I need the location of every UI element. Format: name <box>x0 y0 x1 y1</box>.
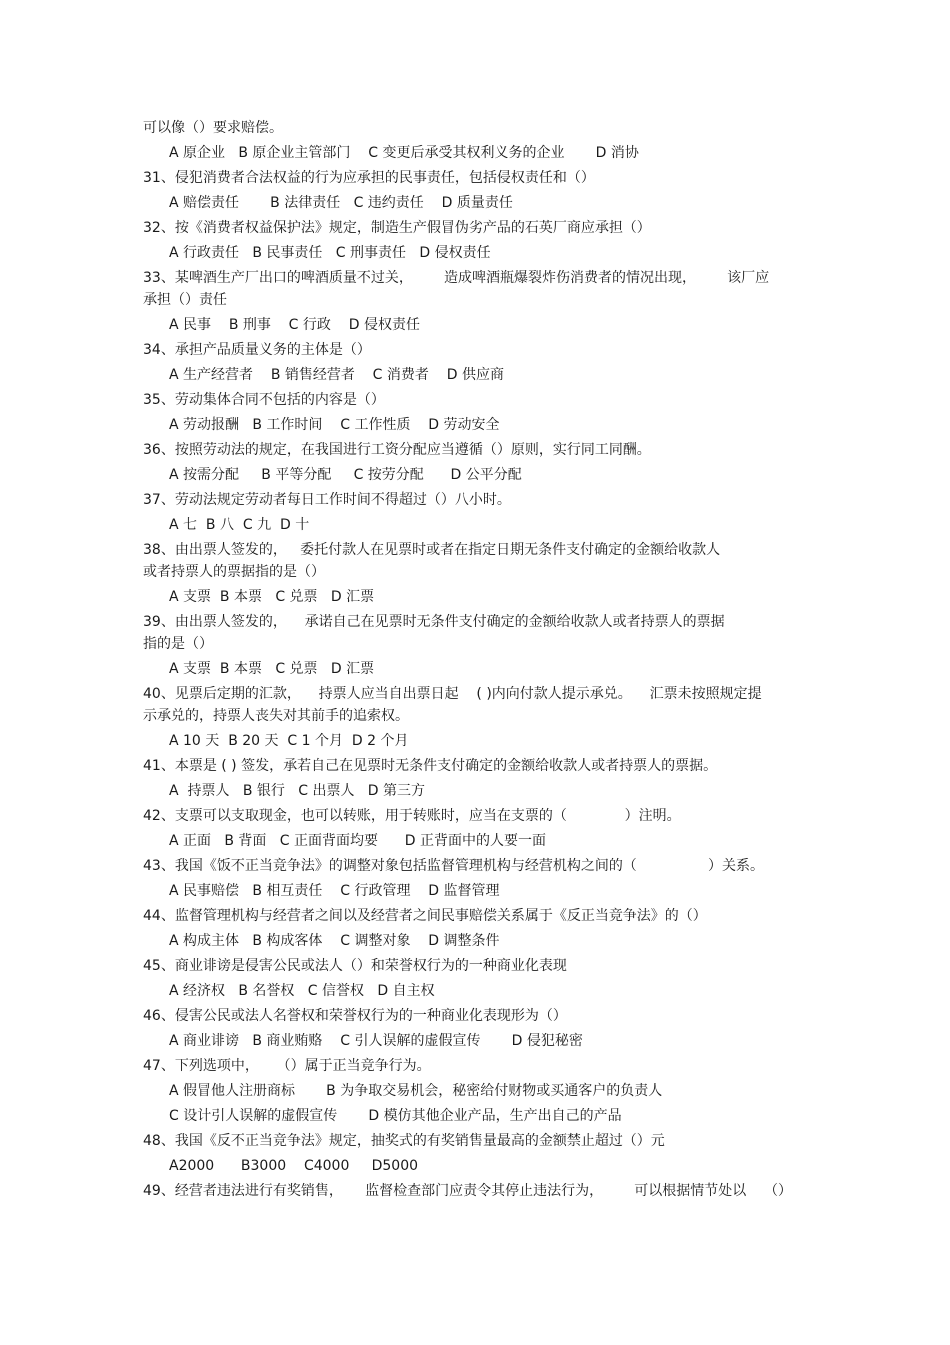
question-text: 32、按《消费者权益保护法》规定，制造生产假冒伪劣产品的石英厂商应承担（） <box>143 220 651 236</box>
answer-options: A 构成主体 B 构成客体 C 调整对象 D 调整条件 <box>169 933 500 949</box>
answer-options: A 支票 B 本票 C 兑票 D 汇票 <box>169 589 375 605</box>
answer-options: A 行政责任 B 民事责任 C 刑事责任 D 侵权责任 <box>169 245 491 261</box>
answer-options: A 正面 B 背面 C 正面背面均要 D 正背面中的人要一面 <box>169 833 546 849</box>
question-text: 47、下列选项中， （）属于正当竞争行为。 <box>143 1058 431 1074</box>
question-text: 48、我国《反不正当竞争法》规定，抽奖式的有奖销售量最高的金额禁止超过（）元 <box>143 1133 665 1149</box>
answer-options: A 生产经营者 B 销售经营者 C 消费者 D 供应商 <box>169 367 504 383</box>
question-text: 示承兑的，持票人丧失对其前手的追索权。 <box>143 708 409 724</box>
answer-options: A 赔偿责任 B 法律责任 C 违约责任 D 质量责任 <box>169 195 513 211</box>
answer-options: A 经济权 B 名誉权 C 信誉权 D 自主权 <box>169 983 435 999</box>
question-text: 33、某啤酒生产厂出口的啤酒质量不过关， 造成啤酒瓶爆裂炸伤消费者的情况出现， 该厂应 <box>143 270 770 286</box>
question-text: 41、本票是 ( ) 签发，承若自己在见票时无条件支付确定的金额给收款人或者持票人的票据。 <box>143 758 718 774</box>
answer-options: A 支票 B 本票 C 兑票 D 汇票 <box>169 661 375 677</box>
question-text: 42、支票可以支取现金，也可以转账，用于转账时，应当在支票的（ ）注明。 <box>143 808 681 824</box>
answer-options: A 民事赔偿 B 相互责任 C 行政管理 D 监督管理 <box>169 883 500 899</box>
answer-options: A 10 天 B 20 天 C 1 个月 D 2 个月 <box>169 733 409 749</box>
answer-options: A 按需分配 B 平等分配 C 按劳分配 D 公平分配 <box>169 467 522 483</box>
question-text: 45、商业诽谤是侵害公民或法人（）和荣誉权行为的一种商业化表现 <box>143 958 567 974</box>
answer-options: C 设计引人误解的虚假宣传 D 模仿其他企业产品，生产出自己的产品 <box>169 1108 622 1124</box>
answer-options: A 劳动报酬 B 工作时间 C 工作性质 D 劳动安全 <box>169 417 500 433</box>
question-text: 38、由出票人签发的， 委托付款人在见票时或者在指定日期无条件支付确定的金额给收款人 <box>143 542 721 558</box>
question-text: 37、劳动法规定劳动者每日工作时间不得超过（）八小时。 <box>143 492 511 508</box>
question-text: 39、由出票人签发的， 承诺自己在见票时无条件支付确定的金额给收款人或者持票人的票据 <box>143 614 725 630</box>
answer-options: A 民事 B 刑事 C 行政 D 侵权责任 <box>169 317 420 333</box>
question-text: 43、我国《饭不正当竞争法》的调整对象包括监督管理机构与经营机构之间的（ ）关系。 <box>143 858 765 874</box>
question-text: 44、监督管理机构与经营者之间以及经营者之间民事赔偿关系属于《反正当竞争法》的（） <box>143 908 707 924</box>
question-text: 34、承担产品质量义务的主体是（） <box>143 342 371 358</box>
question-text: 或者持票人的票据指的是（） <box>143 564 325 580</box>
question-text: 36、按照劳动法的规定，在我国进行工资分配应当遵循（）原则，实行同工同酬。 <box>143 442 651 458</box>
answer-options: A 原企业 B 原企业主管部门 C 变更后承受其权利义务的企业 D 消协 <box>169 145 639 161</box>
answer-options: A2000 B3000 C4000 D5000 <box>169 1158 419 1174</box>
question-text: 49、经营者违法进行有奖销售， 监督检查部门应责令其停止违法行为， 可以根据情节处以 （） <box>143 1183 793 1199</box>
question-text: 承担（）责任 <box>143 292 227 308</box>
question-text: 40、见票后定期的汇款， 持票人应当自出票日起 ( )内向付款人提示承兑。 汇票未按照规定提 <box>143 686 762 702</box>
question-text: 指的是（） <box>143 636 213 652</box>
question-text: 46、侵害公民或法人名誉权和荣誉权行为的一种商业化表现形为（） <box>143 1008 567 1024</box>
answer-options: A 七 B 八 C 九 D 十 <box>169 517 310 533</box>
question-text: 可以像（）要求赔偿。 <box>143 120 283 136</box>
question-list <box>143 118 813 1206</box>
answer-options: A 商业诽谤 B 商业贿赂 C 引人误解的虚假宣传 D 侵犯秘密 <box>169 1033 583 1049</box>
answer-options: A 假冒他人注册商标 B 为争取交易机会，秘密给付财物或买通客户的负责人 <box>169 1083 663 1099</box>
question-text: 31、侵犯消费者合法权益的行为应承担的民事责任，包括侵权责任和（） <box>143 170 595 186</box>
answer-options: A 持票人 B 银行 C 出票人 D 第三方 <box>169 783 426 799</box>
question-text: 35、劳动集体合同不包括的内容是（） <box>143 392 385 408</box>
